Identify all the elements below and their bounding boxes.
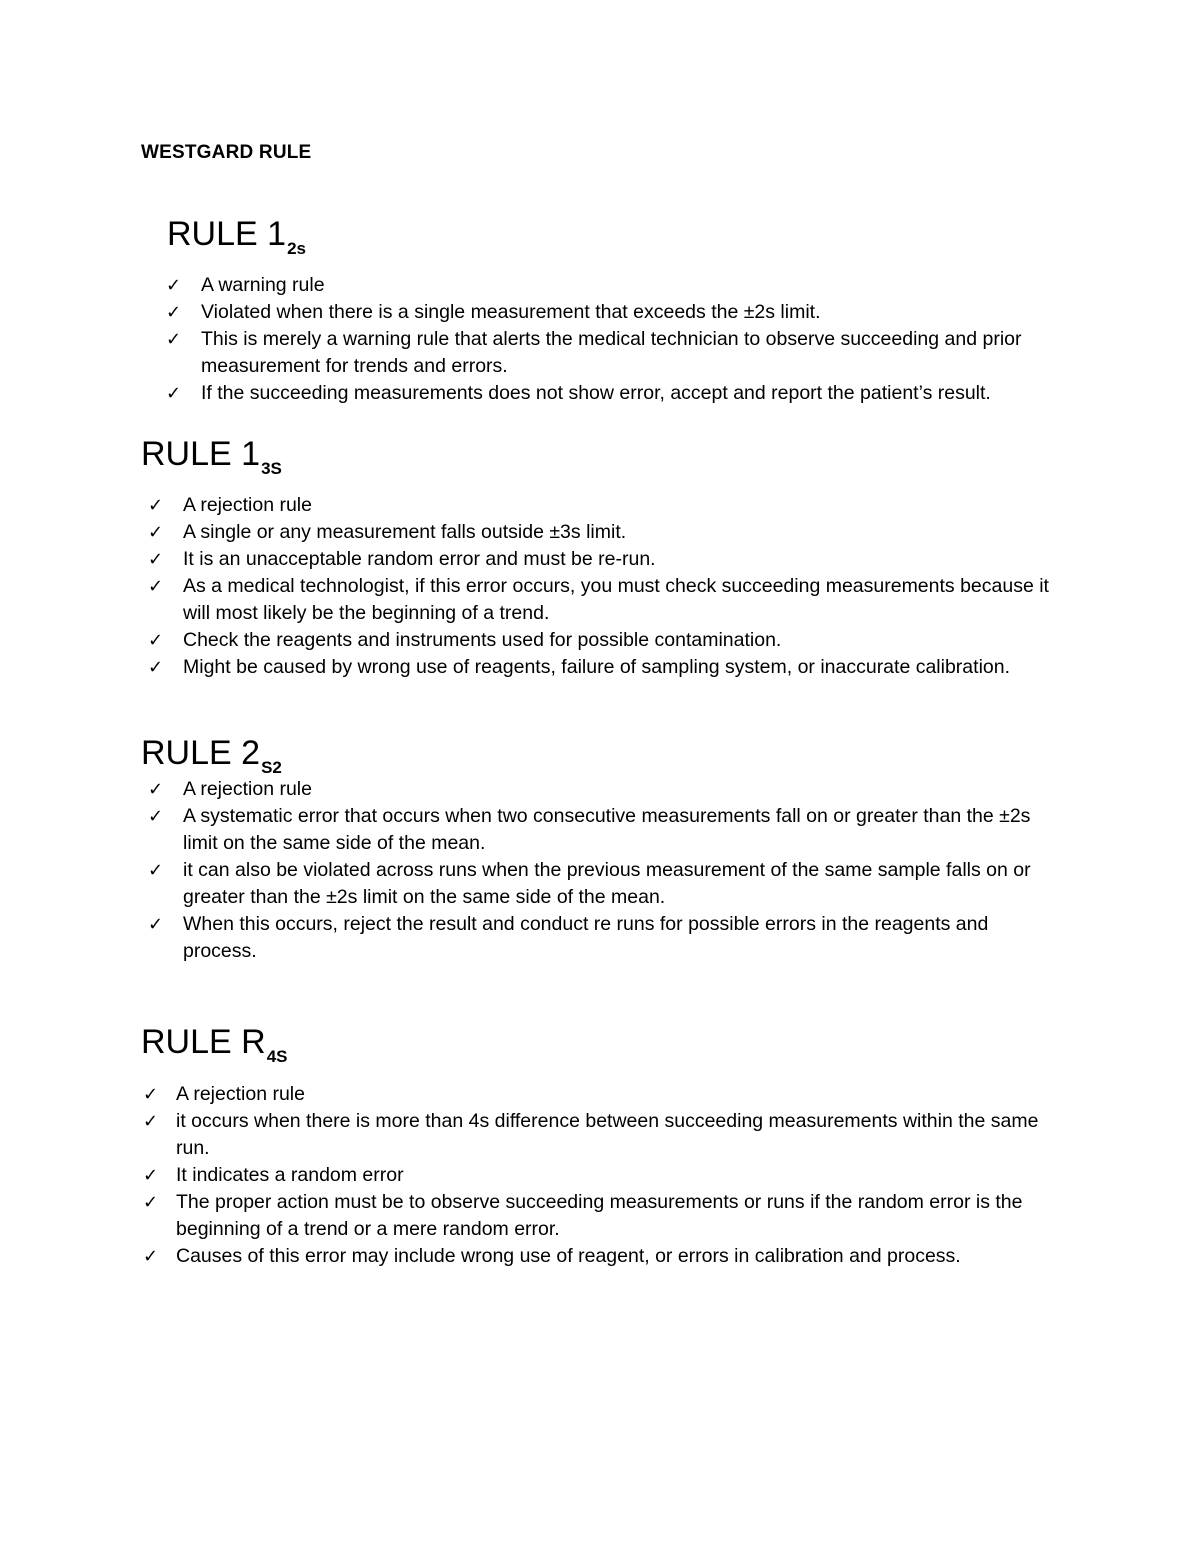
check-icon: ✓	[148, 549, 164, 570]
check-icon: ✓	[166, 383, 182, 404]
list-item-text: A warning rule	[201, 274, 325, 296]
rule-heading-2-s2	[141, 733, 282, 779]
list-item	[166, 299, 1141, 326]
list-item	[148, 492, 1053, 519]
rule-heading-prefix: RULE 1	[141, 435, 261, 473]
list-item	[148, 911, 1053, 965]
list-item-text: Might be caused by wrong use of reagents, failure of sampling system, or inaccurate calibration.	[183, 656, 1011, 678]
list-item	[166, 272, 1141, 299]
list-item	[143, 1189, 1066, 1243]
list-item	[143, 1081, 1066, 1108]
rule-r-4s-list	[143, 1081, 1066, 1270]
list-item-text: If the succeeding measurements does not show error, accept and report the patient’s result.	[201, 382, 991, 404]
list-item	[166, 380, 1141, 407]
check-icon: ✓	[148, 495, 164, 516]
check-icon: ✓	[166, 329, 182, 350]
document-title: WESTGARD RULE	[141, 142, 312, 163]
list-item	[148, 627, 1053, 654]
rule-heading-r-4s	[141, 1022, 288, 1068]
check-icon: ✓	[148, 522, 164, 543]
list-item-text: The proper action must be to observe succeeding measurements or runs if the random error is the beginning of a trend or a mere random error.	[176, 1191, 1023, 1240]
check-icon: ✓	[143, 1192, 159, 1213]
list-item-text: it can also be violated across runs when the previous measurement of the same sample falls on or greater than the ±2s limit on the same side of the mean.	[183, 859, 1031, 908]
list-item-text: It is an unacceptable random error and must be re-run.	[183, 548, 656, 570]
list-item-text: This is merely a warning rule that alerts the medical technician to observe succeeding and prior measurement for trends and errors.	[201, 328, 1022, 377]
rule-heading-subscript: 3S	[261, 459, 282, 478]
list-item	[143, 1162, 1066, 1189]
list-item	[148, 546, 1053, 573]
check-icon: ✓	[143, 1246, 159, 1267]
list-item	[143, 1108, 1066, 1162]
check-icon: ✓	[166, 275, 182, 296]
list-item-text: When this occurs, reject the result and conduct re runs for possible errors in the reagents and process.	[183, 913, 989, 962]
list-item-text: A single or any measurement falls outside ±3s limit.	[183, 521, 627, 543]
rule-2-s2-list	[148, 776, 1053, 965]
rule-heading-prefix: RULE 2	[141, 734, 261, 772]
list-item-text: Violated when there is a single measurement that exceeds the ±2s limit.	[201, 301, 821, 323]
list-item	[148, 654, 1053, 681]
list-item	[143, 1243, 1066, 1270]
check-icon: ✓	[143, 1084, 159, 1105]
list-item-text: It indicates a random error	[176, 1164, 404, 1186]
check-icon: ✓	[148, 779, 164, 800]
check-icon: ✓	[143, 1111, 159, 1132]
list-item-text: A rejection rule	[183, 494, 312, 516]
list-item	[148, 803, 1053, 857]
rule-1-2s-list	[166, 272, 1141, 407]
list-item-text: it occurs when there is more than 4s difference between succeeding measurements within the same run.	[176, 1110, 1039, 1159]
rule-1-3s-list	[148, 492, 1053, 681]
rule-heading-subscript: 2s	[287, 239, 306, 258]
rule-heading-subscript: S2	[261, 758, 282, 777]
list-item-text: Check the reagents and instruments used for possible contamination.	[183, 629, 782, 651]
check-icon: ✓	[148, 860, 164, 881]
check-icon: ✓	[148, 914, 164, 935]
check-icon: ✓	[148, 806, 164, 827]
rule-heading-prefix: RULE 1	[167, 215, 287, 253]
check-icon: ✓	[148, 576, 164, 597]
list-item	[148, 519, 1053, 546]
list-item-text: A rejection rule	[183, 778, 312, 800]
rule-heading-1-3s	[141, 434, 282, 480]
list-item-text: As a medical technologist, if this error occurs, you must check succeeding measurements because it will most likely be the beginning of a trend.	[183, 575, 1049, 624]
check-icon: ✓	[166, 302, 182, 323]
check-icon: ✓	[148, 657, 164, 678]
list-item	[166, 326, 1141, 380]
list-item	[148, 776, 1053, 803]
check-icon: ✓	[143, 1165, 159, 1186]
rule-heading-1-2s	[167, 214, 306, 260]
list-item	[148, 857, 1053, 911]
rule-heading-subscript: 4S	[266, 1047, 288, 1066]
list-item-text: A systematic error that occurs when two consecutive measurements fall on or greater than the ±2s limit on the same side of the mean.	[183, 805, 1031, 854]
list-item	[148, 573, 1053, 627]
list-item-text: Causes of this error may include wrong use of reagent, or errors in calibration and process.	[176, 1245, 961, 1267]
check-icon: ✓	[148, 630, 164, 651]
list-item-text: A rejection rule	[176, 1083, 305, 1105]
rule-heading-prefix: RULE R	[141, 1023, 266, 1061]
